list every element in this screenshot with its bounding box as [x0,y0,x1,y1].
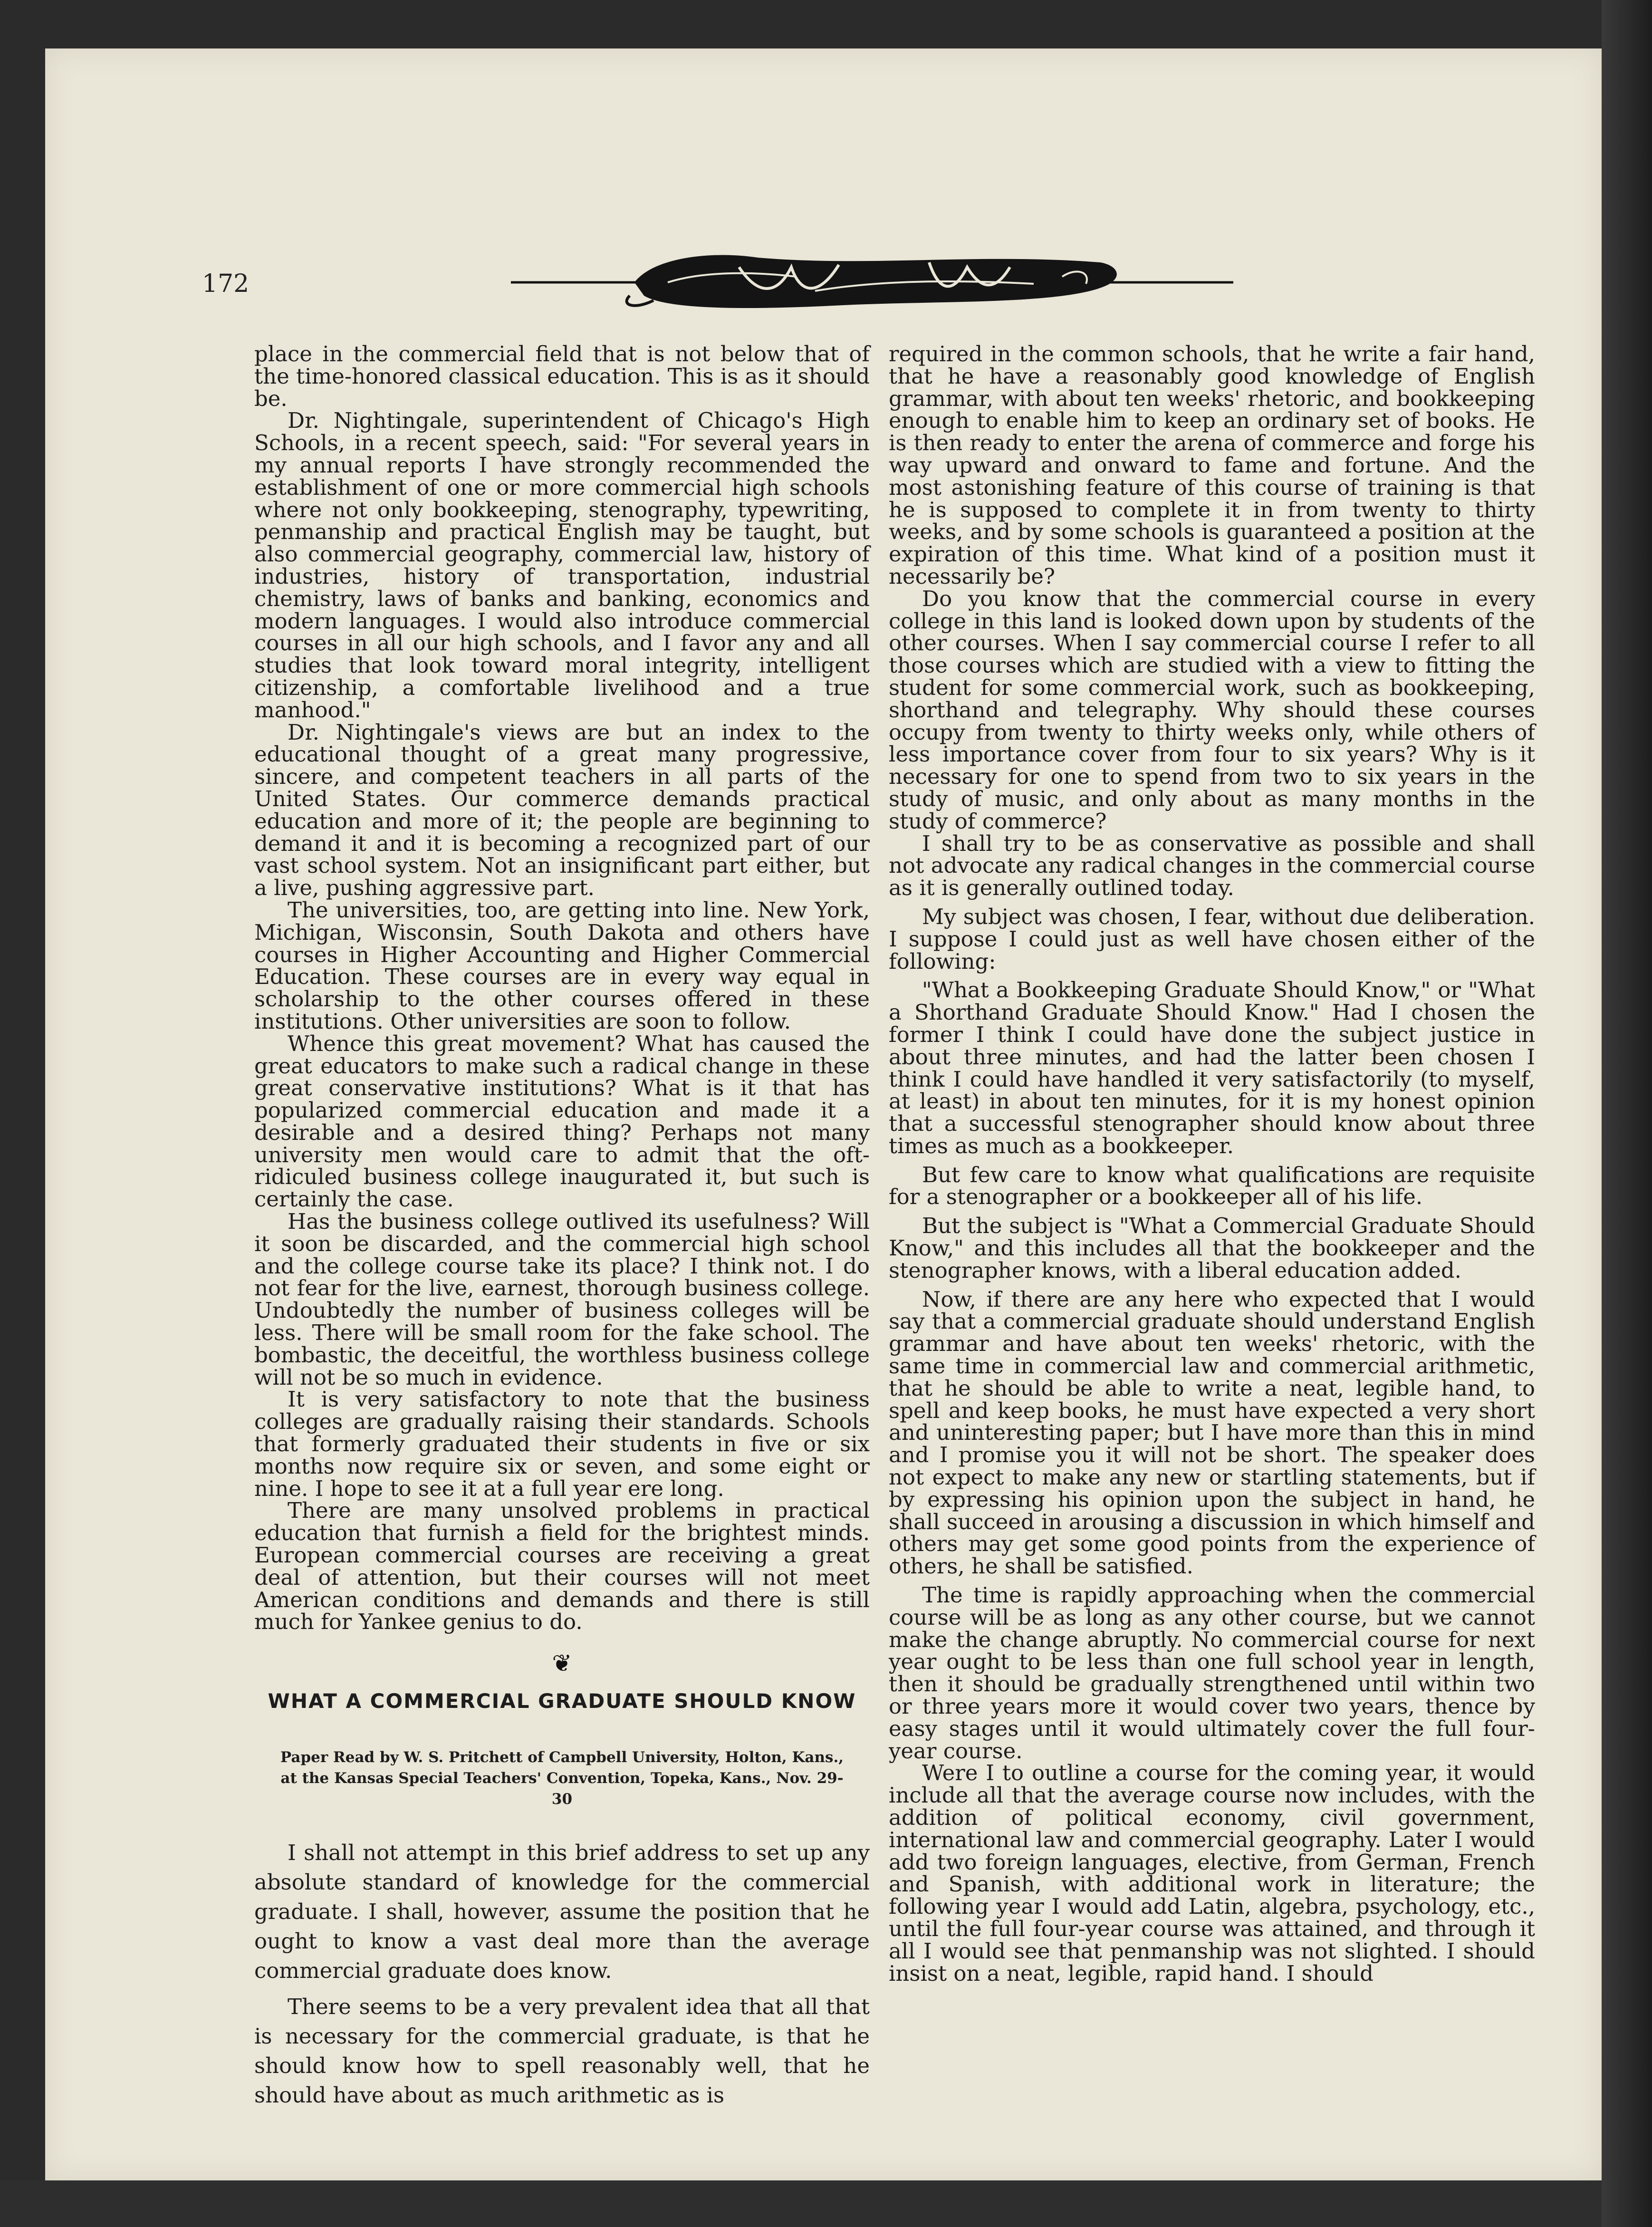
ornament-icon: ❦ [552,1649,572,1677]
right-column [889,343,1535,1985]
left-column [254,343,870,2110]
paragraph: The time is rapidly approaching when the commercial course will be as long as any other course, but we cannot make the change abruptly. No commercial course for next year ought to be less than one full school year in length, then it should be gradually strengthened until within two or three years more it would cover two years, thence by easy stages until it would ultimately cover the full four-year course. [889,1582,1535,1764]
paragraph: There seems to be a very prevalent idea that all that is necessary for the commercial graduate, is that he should know how to spell reasonably well, that he should have about as much arithmetic as is [254,1994,870,2108]
paragraph: Now, if there are any here who expected that I would say that a commercial graduate should understand English grammar and have about ten weeks' rhetoric, with the same time in commercial law and commercial arithmetic, that he should be able to write a neat, legible hand, to spell and keep books, he must have expected a very short and uninteresting paper; but I have more than this in mind and I promise you it will not be short. The speaker does not expect to make any new or startling statements, but if by expressing his opinion upon the subject in hand, he shall succeed in arousing a discussion in which himself and others may get some good points from the experience of others, he shall be satisfied. [889,1286,1535,1579]
paragraph: The universities, too, are getting into line. New York, Michigan, Wisconsin, South Dakota and others have courses in Higher Accounting and Higher Commercial Education. These courses are in every way equal in scholarship to the other courses offered in these institutions. Other universities are soon to follow. [254,897,870,1034]
scan-edge-bottom [0,2180,1602,2227]
paragraph: place in the commercial field that is not below that of the time-honored classical education. This is as it should be. [254,341,870,411]
paragraph: "What a Bookkeeping Graduate Should Know," or "What a Shorthand Graduate Should Know." Had I chosen the former I think I could have done the subject justice in about three minutes, and had the latter been chosen I think I could have handled it very satisfactorily (to myself, at least) in about ten minutes, for it is my honest opinion that a successful stenographer should know about three times as much as a bookkeeper. [889,977,1535,1158]
paragraph: Were I to outline a course for the coming year, it would include all that the average course now includes, with the addition of political economy, civil government, international law and commercial geography. Later I would add two foreign languages, elective, from German, French and Spanish, with additional work in literature; the following year I would add Latin, algebra, psychology, etc., until the full four-year course was attained, and through it all I would see that penmanship was not slighted. I should insist on a neat, legible, rapid hand. I should [889,1760,1535,1986]
paragraph: There are many unsolved problems in practical education that furnish a field for the brightest minds. European commercial courses are receiving a great deal of attention, but their courses will not meet American conditions and demands and there is still much for Yankee genius to do. [254,1498,870,1635]
page-sheet [45,48,1602,2180]
masthead-logo [511,239,1233,324]
article-title: WHAT A COMMERCIAL GRADUATE SHOULD KNOW [268,1689,856,1713]
paragraph: Dr. Nightingale's views are but an index to the educational thought of a great many progressive, sincere, and competent teachers in all parts of the United States. Our commerce demands practical education and more of it; the people are beginning to demand it and it is becoming a recognized part of our vast school system. Not an insignificant part either, but a live, pushing aggressive part. [254,719,870,901]
paragraph: Has the business college outlived its usefulness? Will it soon be discarded, and the commercial high school and the college course take its place? I think not. I do not fear for the live, earnest, thorough business college. Undoubtedly the number of business colleges will be less. There will be small room for the fake school. The bombastic, the deceitful, the worthless business college will not be so much in evidence. [254,1209,870,1390]
page-number: 172 [202,270,250,298]
paragraph: But the subject is "What a Commercial Graduate Should Know," and this includes all that the bookkeeper and the stenographer knows, with a liberal education added. [889,1213,1535,1283]
paragraph: Whence this great movement? What has caused the great educators to make such a radical change in these great conservative institutions? What is it that has popularized commercial education and made it a desirable and a desired thing? Perhaps not many university men would care to admit that the oft-ridiculed business college inaugurated it, but such is certainly the case. [254,1031,870,1212]
paragraph: required in the common schools, that he write a fair hand, that he have a reasonably good knowledge of English grammar, with about ten weeks' rhetoric, and bookkeeping enough to enable him to keep an ordinary set of books. He is then ready to enter the arena of commerce and forge his way upward and onward to fame and fortune. And the most astonishing feature of this course of training is that he is supposed to complete it in from twenty to thirty weeks, and by some schools is guaranteed a position at the expiration of this time. What kind of a position must it necessarily be? [889,341,1535,589]
paragraph: But few care to know what qualifications are requisite for a stenographer or a bookkeeper all of his life. [889,1162,1535,1210]
scan-edge-right [1602,0,1652,2227]
paragraph: Do you know that the commercial course in every college in this land is looked down upon by students of the other courses. When I say commercial course I refer to all those courses which are studied with a view to fitting the student for some commercial work, such as bookkeeping, shorthand and telegraphy. Why should these courses occupy from twenty to thirty weeks only, while others of less importance cover from four to six years? Why is it necessary for one to spend from two to six years in the study of music, and only about as many months in the study of commerce? [889,586,1535,834]
paragraph: I shall try to be as conservative as possible and shall not advocate any radical changes in the commercial course as it is generally outlined today. [889,830,1535,901]
paragraph: It is very satisfactory to note that the business colleges are gradually raising their standards. Schools that formerly graduated their students in five or six months now require six or seven, and some eight or nine. I hope to see it at a full year ere long. [254,1387,870,1501]
paragraph: Dr. Nightingale, superintendent of Chicago's High Schools, in a recent speech, said: "For several years in my annual reports I have strongly recommended the establishment of one or more commercial high schools where not only bookkeeping, stenography, typewriting, penmanship and practical English may be taught, but also commercial geography, commercial law, history of industries, history of transportation, industrial chemistry, laws of banks and banking, economics and modern languages. I would also introduce commercial courses in all our high schools, and I favor any and all studies that look toward moral integrity, intelligent citizenship, a comfortable livelihood and a true manhood." [254,408,870,723]
article-byline: Paper Read by W. S. Pritchett of Campbell University, Holton, Kans., at the Kansas Special Teachers' Convention, Topeka, Kans., Nov. 29-30 [280,1749,844,1808]
paragraph: I shall not attempt in this brief address to set up any absolute standard of knowledge for the commercial graduate. I shall, however, assume the position that he ought to know a vast deal more than the average commercial graduate does know. [254,1840,870,1984]
paragraph: My subject was chosen, I fear, without due deliberation. I suppose I could just as well have chosen either of the following: [889,904,1535,974]
